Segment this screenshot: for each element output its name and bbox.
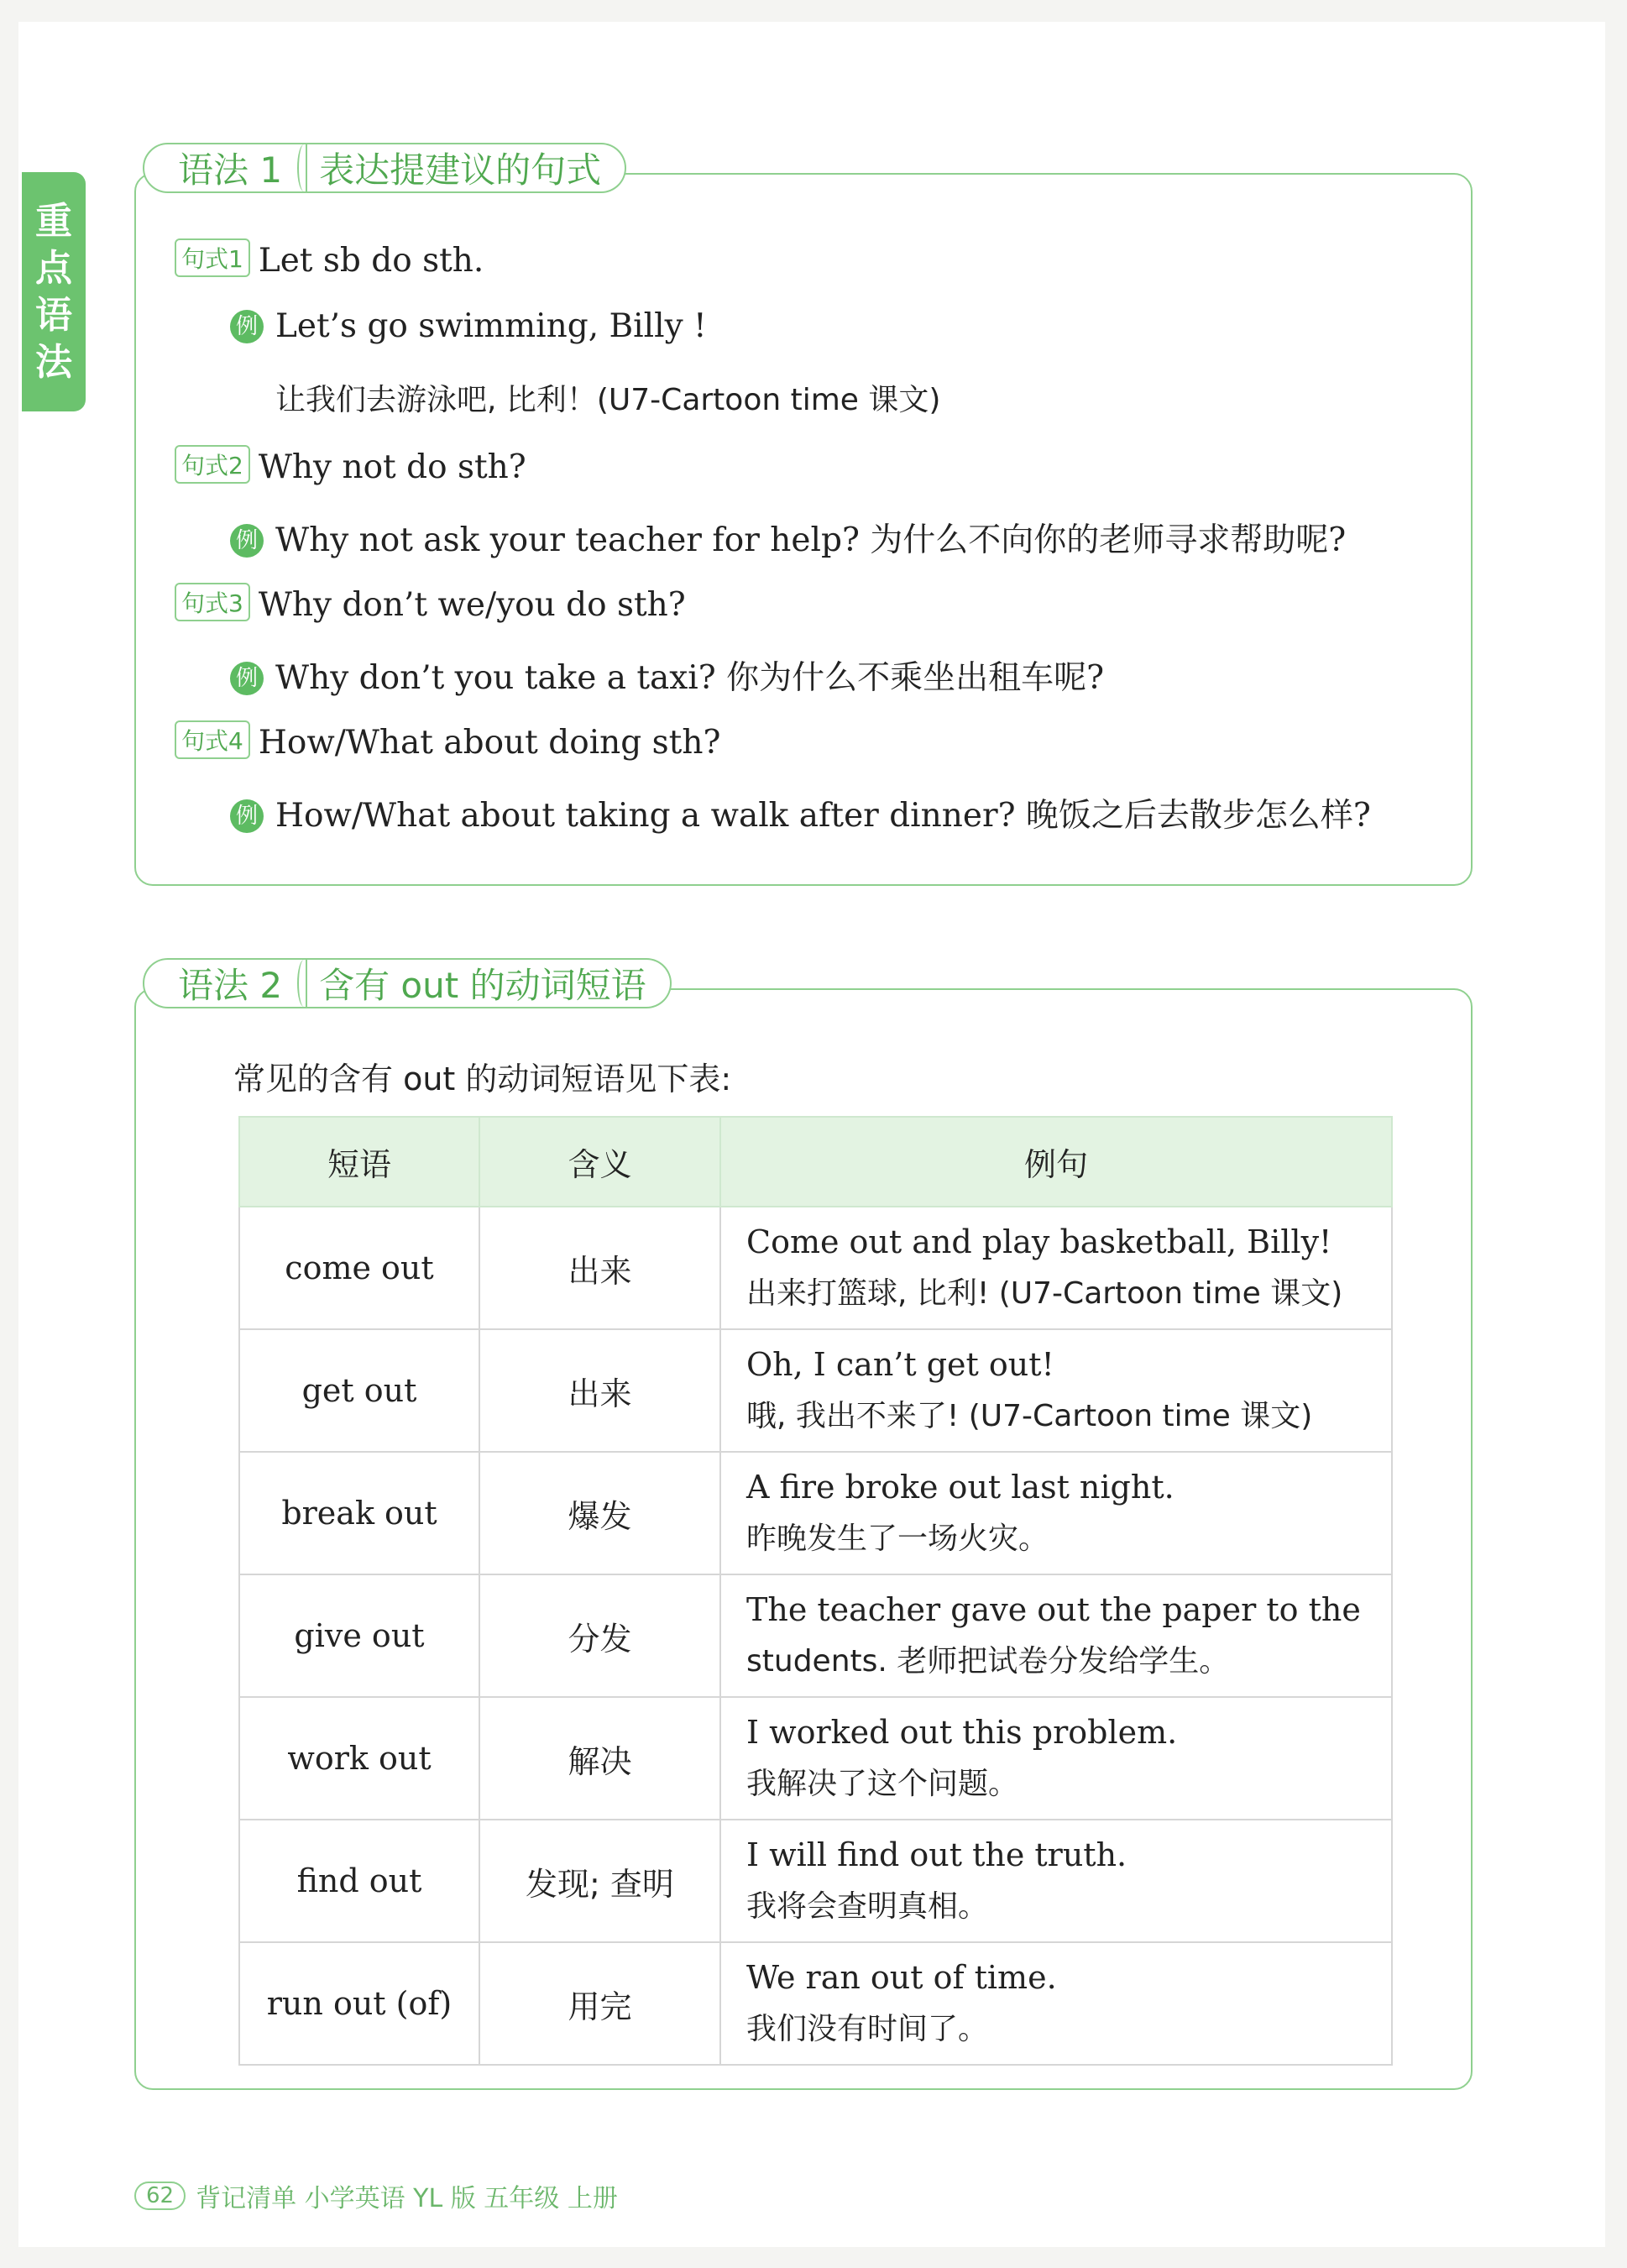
example-zh: 昨晚发生了一场火灾。	[746, 1522, 1049, 1556]
example-icon: 例	[230, 524, 264, 558]
example-icon: 例	[230, 310, 264, 343]
pattern-text: Why not do sth?	[258, 448, 526, 486]
section-2-number: 语法 2	[143, 958, 307, 1008]
example-zh: students. 老师把试卷分发给学生。	[746, 1644, 1230, 1679]
table-row	[239, 1452, 1392, 1574]
pattern-tag: 句式4	[175, 720, 250, 759]
meaning-cell: 出来	[479, 1329, 720, 1452]
meaning-cell: 分发	[479, 1574, 720, 1697]
example-en: I will find out the truth.	[746, 1836, 1127, 1873]
pattern-1	[175, 238, 484, 280]
phrase-cell: run out (of)	[239, 1942, 479, 2065]
phrase-table	[238, 1116, 1393, 2066]
example-zh: 出来打篮球, 比利! (U7-Cartoon time 课文)	[746, 1276, 1343, 1311]
footer-title: 背记清单 小学英语 YL 版 五年级 上册	[196, 2184, 618, 2213]
table-header-row	[239, 1117, 1392, 1207]
table-row	[239, 1697, 1392, 1820]
example-en: I worked out this problem.	[746, 1714, 1178, 1751]
meaning-cell: 爆发	[479, 1452, 720, 1574]
example-text: 让我们去游泳吧, 比利！(U7-Cartoon time 课文)	[275, 383, 941, 417]
example-text: Let’s go swimming, Billy !	[275, 307, 707, 345]
phrase-cell: work out	[239, 1697, 479, 1820]
example-en: Come out and play basketball, Billy!	[746, 1223, 1332, 1260]
header-phrase: 短语	[239, 1117, 479, 1207]
example-zh: 我解决了这个问题。	[746, 1767, 1019, 1801]
section-2-intro: 常见的含有 out 的动词短语见下表:	[233, 1061, 732, 1097]
example-line	[230, 307, 707, 345]
table-row	[239, 1329, 1392, 1452]
example-cell	[720, 1329, 1392, 1452]
pattern-2	[175, 445, 526, 486]
example-en: The teacher gave out the paper to the	[746, 1591, 1361, 1628]
meaning-cell: 出来	[479, 1207, 720, 1329]
example-line	[230, 652, 1104, 699]
example-zh: 我将会查明真相。	[746, 1889, 989, 1924]
example-line	[230, 789, 1371, 836]
example-cell	[720, 1574, 1392, 1697]
pattern-tag: 句式2	[175, 445, 250, 484]
example-en: Oh, I can’t get out!	[746, 1346, 1054, 1383]
grammar-section-2	[134, 965, 1473, 2090]
pattern-tag: 句式1	[175, 238, 250, 277]
side-tab-label: 重点语法	[35, 199, 72, 384]
phrase-cell: break out	[239, 1452, 479, 1574]
header-meaning: 含义	[479, 1117, 720, 1207]
page-number: 62	[134, 2182, 186, 2210]
example-cell	[720, 1697, 1392, 1820]
table-row	[239, 1207, 1392, 1329]
example-zh: 我们没有时间了。	[746, 2012, 989, 2046]
example-text: Why don’t you take a taxi? 你为什么不乘坐出租车呢?	[275, 659, 1104, 697]
example-cell	[720, 1207, 1392, 1329]
example-zh: 哦, 我出不来了! (U7-Cartoon time 课文)	[746, 1399, 1313, 1433]
table-row	[239, 1820, 1392, 1942]
pattern-tag: 句式3	[175, 583, 250, 621]
example-cell	[720, 1942, 1392, 2065]
example-cell	[720, 1820, 1392, 1942]
pattern-text: How/What about doing sth?	[258, 724, 721, 762]
side-tab-key-grammar	[22, 172, 86, 411]
example-icon: 例	[230, 662, 264, 695]
page-footer	[134, 2177, 618, 2214]
phrase-cell: come out	[239, 1207, 479, 1329]
example-en: We ran out of time.	[746, 1959, 1057, 1996]
pattern-3	[175, 583, 686, 624]
table-row	[239, 1574, 1392, 1697]
section-1-number: 语法 1	[143, 143, 307, 193]
example-line	[230, 514, 1346, 561]
example-text: Why not ask your teacher for help? 为什么不向你的老师寻求帮助呢?	[275, 521, 1347, 559]
meaning-cell: 用完	[479, 1942, 720, 2065]
pattern-text: Let sb do sth.	[258, 242, 484, 280]
table-row	[239, 1942, 1392, 2065]
example-en: A fire broke out last night.	[746, 1469, 1174, 1506]
section-2-heading	[143, 958, 672, 1008]
section-2-title: 含有 out 的动词短语	[307, 958, 672, 1008]
meaning-cell: 发现; 查明	[479, 1820, 720, 1942]
meaning-cell: 解决	[479, 1697, 720, 1820]
example-text: How/What about taking a walk after dinner? 晚饭之后去散步怎么样?	[275, 797, 1371, 835]
phrase-cell: get out	[239, 1329, 479, 1452]
grammar-section-1	[134, 149, 1473, 886]
phrase-cell: give out	[239, 1574, 479, 1697]
phrase-cell: find out	[239, 1820, 479, 1942]
example-icon: 例	[230, 799, 264, 833]
pattern-4	[175, 720, 720, 762]
example-line	[275, 376, 940, 419]
section-1-title: 表达提建议的句式	[307, 143, 626, 193]
section-1-heading	[143, 143, 626, 193]
pattern-text: Why don’t we/you do sth?	[258, 586, 686, 624]
header-example: 例句	[720, 1117, 1392, 1207]
example-cell	[720, 1452, 1392, 1574]
